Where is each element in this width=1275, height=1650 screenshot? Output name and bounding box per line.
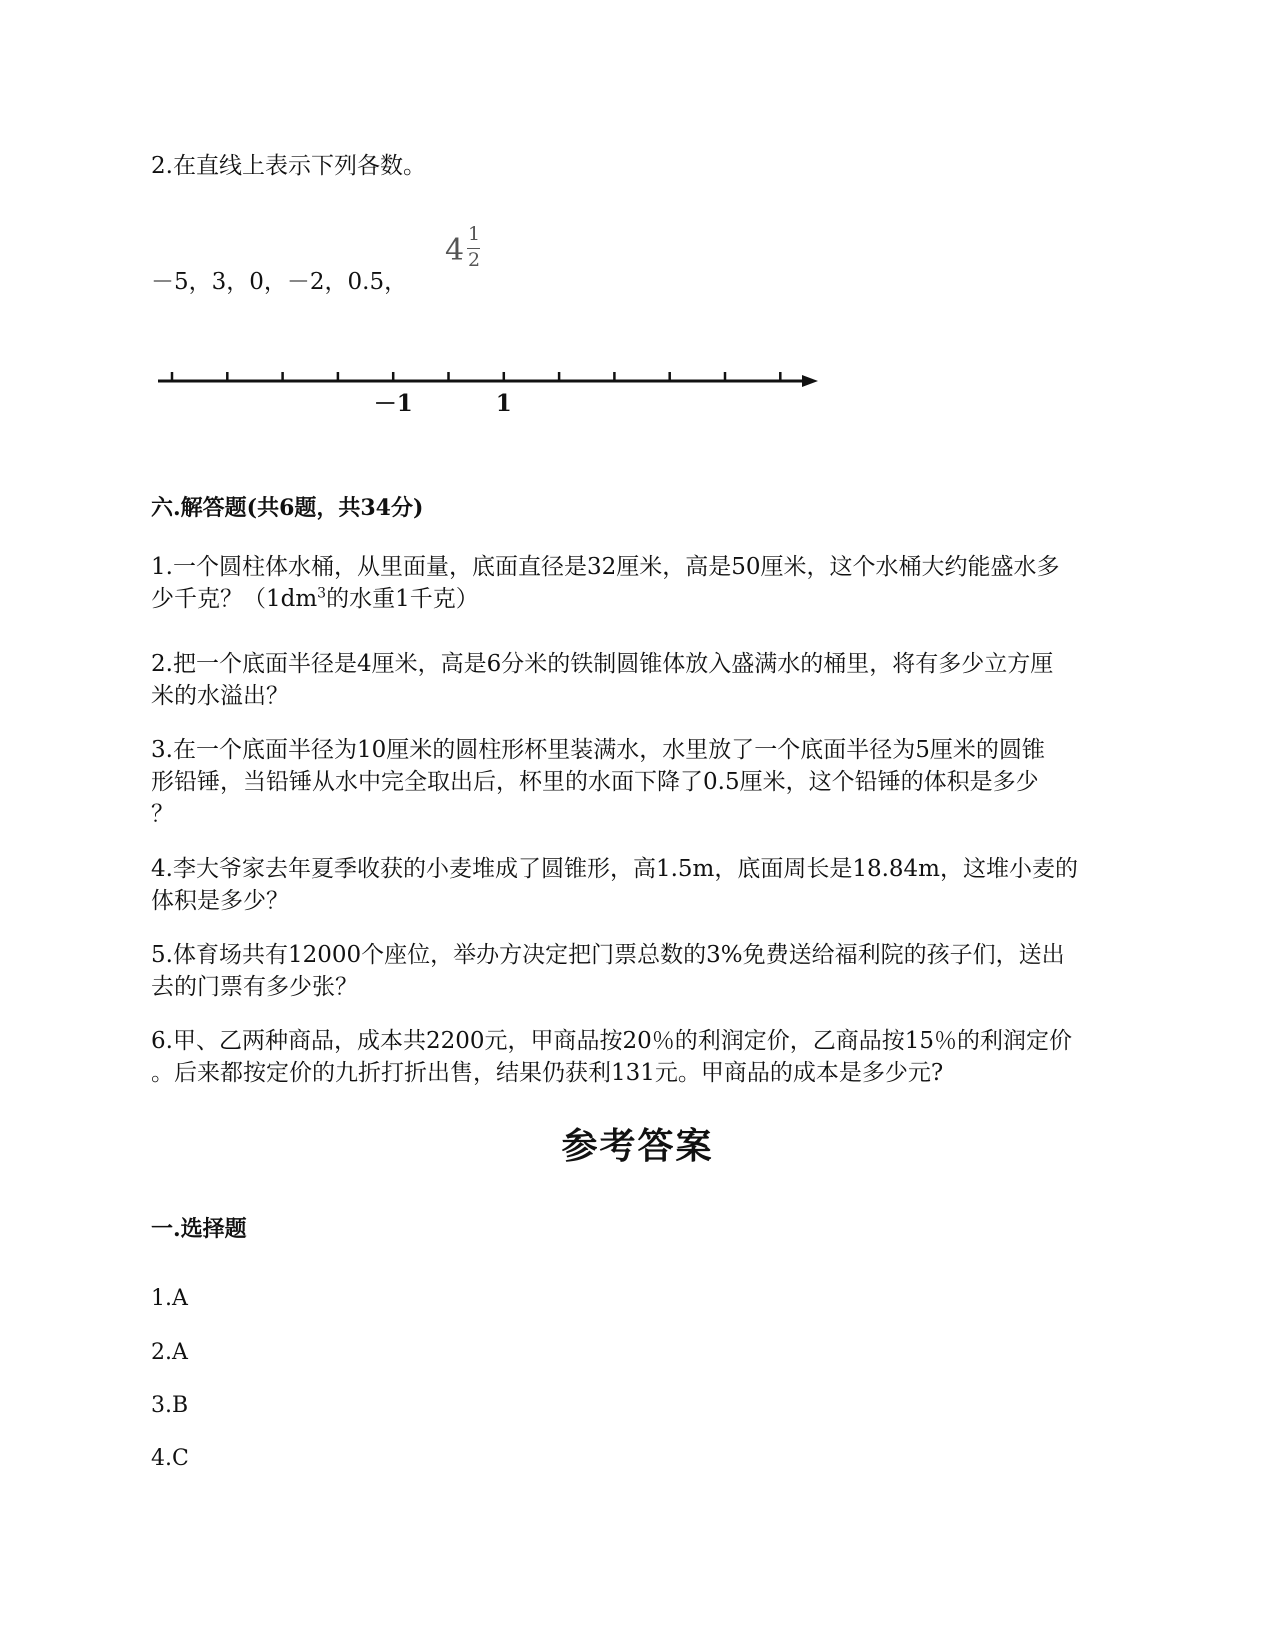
question-6-line-2: 。后来都按定价的九折打折出售，结果仍获利131元。甲商品的成本是多少元? <box>151 1060 944 1086</box>
question-6-line-1: 6.甲、乙两种商品，成本共2200元，甲商品按20％的利润定价，乙商品按15％的利润定价 <box>151 1028 1073 1054</box>
fraction-whole: 4 <box>445 233 465 268</box>
question-5-line-2: 去的门票有多少张？ <box>151 974 358 1000</box>
question-5-line-1: 5.体育场共有12000个座位，举办方决定把门票总数的3%免费送给福利院的孩子们，送出 <box>151 942 1065 968</box>
question-2-line-2: 米的水溢出？ <box>151 683 289 709</box>
answer-item: 3.B <box>151 1393 189 1418</box>
question-3-line-2: 形铅锤，当铅锤从水中完全取出后，杯里的水面下降了0.5厘米，这个铅锤的体积是多少 <box>151 769 1039 795</box>
question-1-line-1: 1.一个圆柱体水桶，从里面量，底面直径是32厘米，高是50厘米，这个水桶大约能盛水多 <box>151 554 1060 580</box>
section-6-heading: 六.解答题(共6题，共34分) <box>151 495 424 521</box>
question-1-line-2: 少千克？（$1dm^3$的水重1千克） <box>151 585 479 612</box>
question-3 <box>151 734 1131 830</box>
question-4 <box>151 853 1131 917</box>
fraction-numerator: 1 <box>468 223 481 245</box>
answer-item: 4.C <box>151 1446 189 1471</box>
numbers-list: －5，3，0，－2，0.5， <box>151 269 408 295</box>
question-5 <box>151 939 1131 1003</box>
question-4-line-2: 体积是多少？ <box>151 888 289 914</box>
question-3-line-1: 3.在一个底面半径为10厘米的圆柱形杯里装满水，水里放了一个底面半径为5厘米的圆锥 <box>151 737 1045 763</box>
superscript-3: 3 <box>317 585 327 602</box>
mixed-fraction <box>445 223 505 273</box>
question-2-line-1: 2.把一个底面半径是4厘米，高是6分米的铁制圆锥体放入盛满水的桶里，将有多少立方厘 <box>151 651 1054 677</box>
answers-title: 参考答案 <box>561 1126 714 1167</box>
question-4-line-1: 4.李大爷家去年夏季收获的小麦堆成了圆锥形，高1.5m，底面周长是18.84m，这堆小麦的 <box>151 856 1078 882</box>
number-line-label: －1 <box>373 390 413 417</box>
question-2-title: 2.在直线上表示下列各数。 <box>151 153 426 179</box>
fraction-denominator: 2 <box>468 249 481 271</box>
number-line-arrow <box>802 375 818 387</box>
number-line-label: 1 <box>495 390 512 417</box>
question-6 <box>151 1025 1131 1089</box>
answer-item: 1.A <box>151 1286 188 1311</box>
answer-item: 2.A <box>151 1340 188 1365</box>
question-1 <box>151 551 1131 615</box>
answers-section-1: 一.选择题 <box>151 1216 247 1242</box>
question-3-line-3: ？ <box>151 801 174 827</box>
question-2 <box>151 648 1131 712</box>
